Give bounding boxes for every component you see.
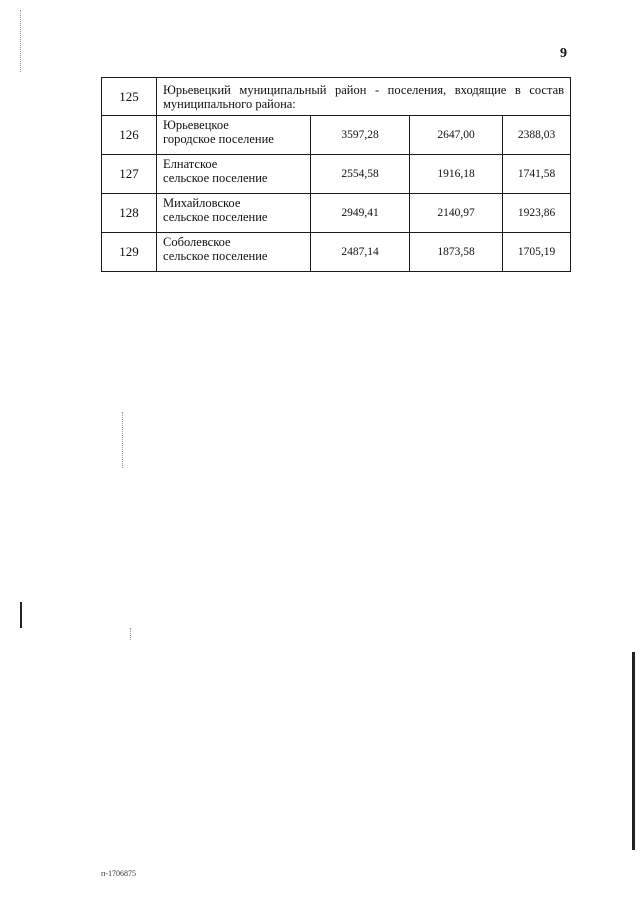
region-heading: Юрьевецкий муниципальный район - поселения, входящие в состав муниципального района:: [157, 78, 571, 116]
table-row: [102, 116, 571, 155]
settlements-table: [101, 77, 571, 272]
settlement-name-line1: Юрьевецкое: [163, 118, 229, 132]
settlement-name-line2: городское поселение: [163, 132, 274, 146]
settlement-name: [157, 155, 311, 194]
value-col1: 2949,41: [311, 194, 410, 233]
scan-artifact-top-left: [20, 10, 21, 72]
settlement-name-line1: Михайловское: [163, 196, 241, 210]
settlement-name-line2: сельское поселение: [163, 249, 268, 263]
scan-artifact-left-dots: [122, 412, 123, 468]
document-code: п-1706875: [101, 869, 136, 878]
row-number: 125: [102, 78, 157, 116]
value-col1: 2554,58: [311, 155, 410, 194]
row-number: 128: [102, 194, 157, 233]
value-col3: 1923,86: [503, 194, 571, 233]
scan-artifact-right-edge: [632, 652, 635, 850]
settlement-name-line1: Соболевское: [163, 235, 231, 249]
row-number: 127: [102, 155, 157, 194]
value-col3: 1741,58: [503, 155, 571, 194]
settlement-name: [157, 233, 311, 272]
table-row: [102, 155, 571, 194]
settlement-name-line2: сельское поселение: [163, 210, 268, 224]
value-col3: 2388,03: [503, 116, 571, 155]
settlement-name-line2: сельское поселение: [163, 171, 268, 185]
value-col3: 1705,19: [503, 233, 571, 272]
row-number: 129: [102, 233, 157, 272]
scan-artifact-left-dots-lower: [130, 628, 131, 640]
table-row-header: [102, 78, 571, 116]
value-col1: 3597,28: [311, 116, 410, 155]
row-number: 126: [102, 116, 157, 155]
table-row: [102, 233, 571, 272]
value-col2: 2140,97: [410, 194, 503, 233]
table-row: [102, 194, 571, 233]
settlement-name-line1: Елнатское: [163, 157, 218, 171]
scan-artifact-left-bar: [20, 602, 22, 628]
settlement-name: [157, 194, 311, 233]
page-number: 9: [560, 46, 567, 61]
value-col2: 2647,00: [410, 116, 503, 155]
value-col2: 1916,18: [410, 155, 503, 194]
settlement-name: [157, 116, 311, 155]
value-col2: 1873,58: [410, 233, 503, 272]
value-col1: 2487,14: [311, 233, 410, 272]
